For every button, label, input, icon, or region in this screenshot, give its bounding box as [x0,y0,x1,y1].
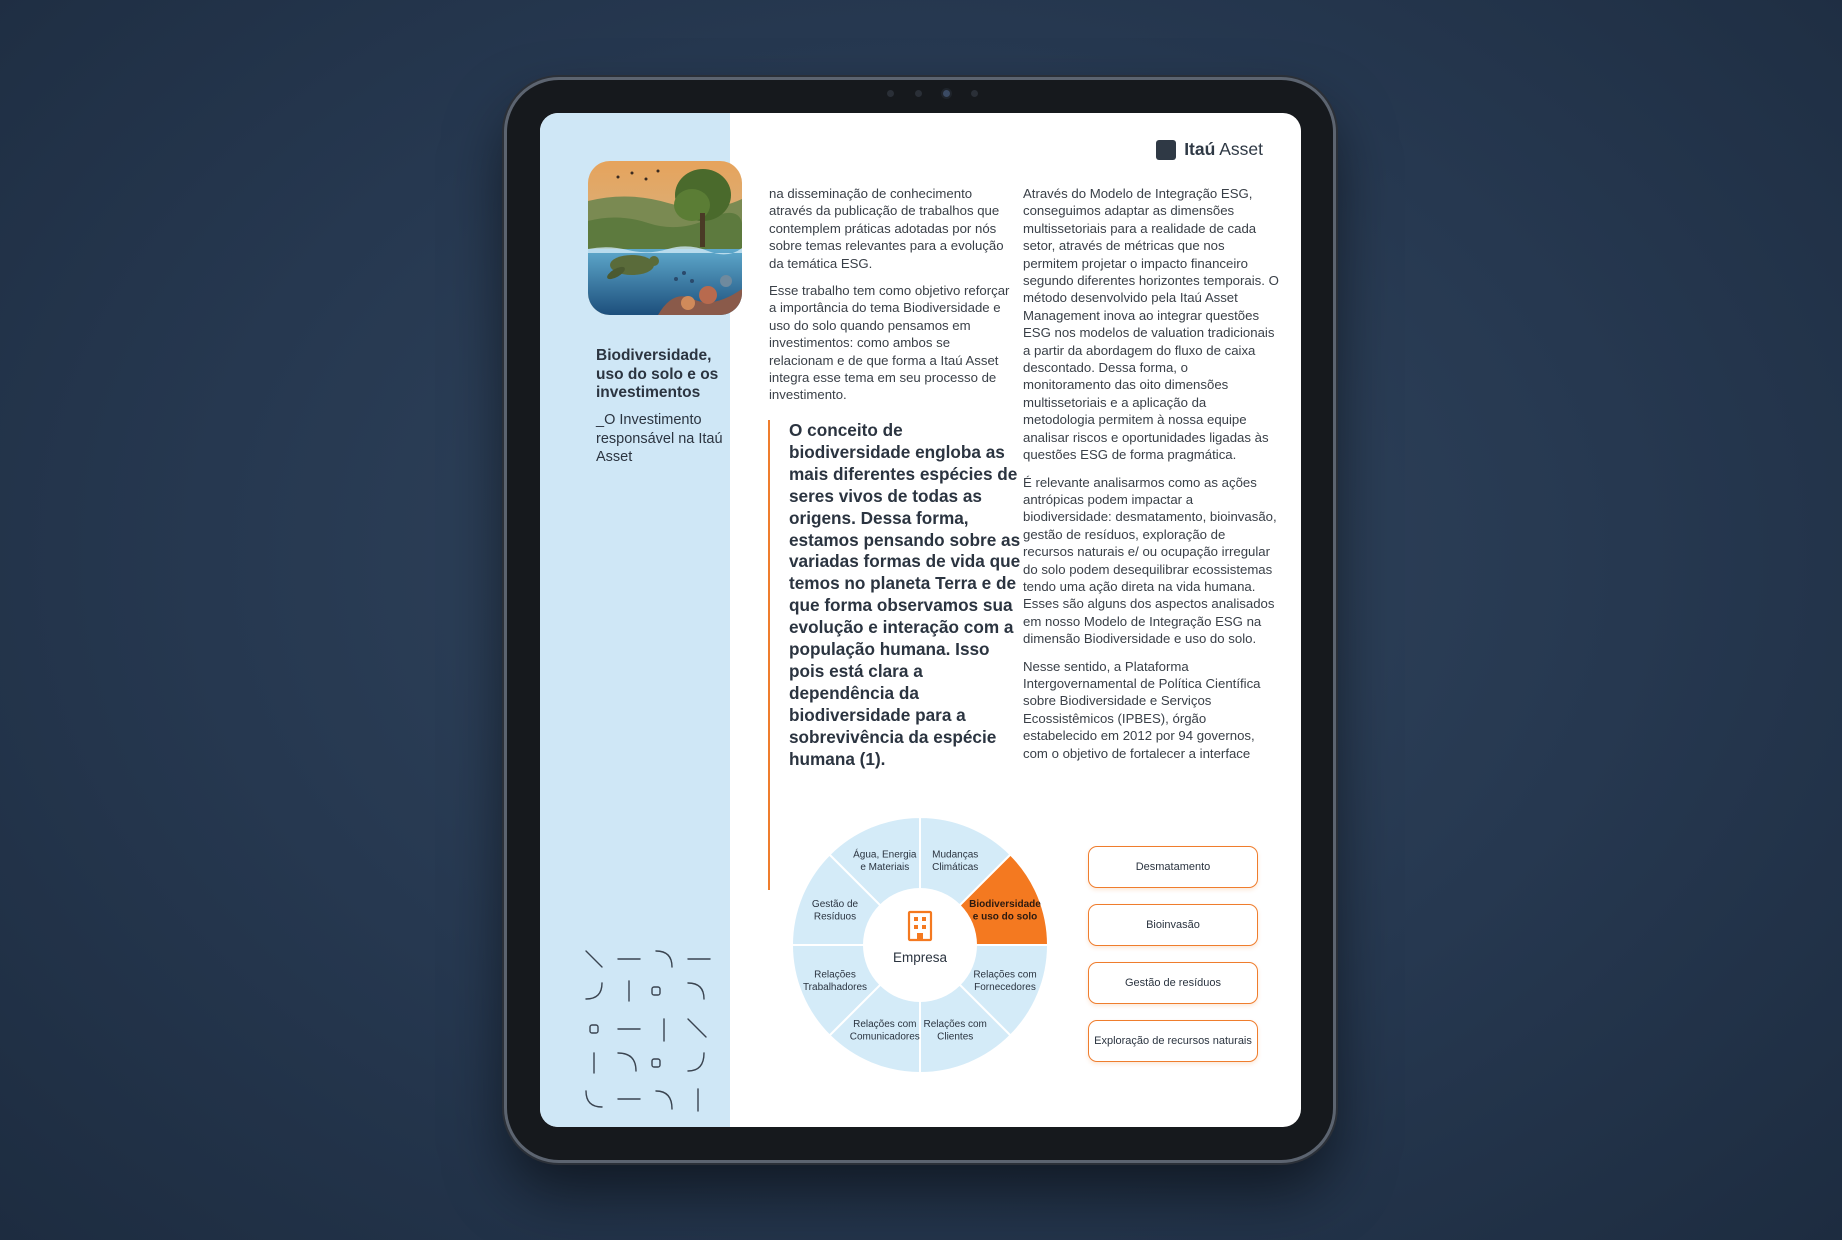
impact-item: Desmatamento [1088,846,1258,888]
paragraph: Através do Modelo de Integração ESG, conseguimos adaptar as dimensões multissetoriais para a realidade de cada setor, através de métricas que nos permitem projetar o impacto financeiro segundo diferentes horizontes temporais. O método desenvolvido pela Itaú Asset Management inova ao integrar questões ESG nos modelos de valuation tradicionais a partir da abordagem do fluxo de caixa descontado. Dessa forma, o monitoramento das oito dimensões multissetoriais e a aplicação da metodologia permitem à nossa equipe analisar riscos e oportunidades ligadas às questões ESG de forma pragmática. [1023,186,1279,463]
brand-name-regular: Asset [1219,139,1263,159]
wheel-segment-label: Relações com Clientes [923,1019,987,1043]
paragraph: Esse trabalho tem como objetivo reforçar a importância do tema Biodiversidade e uso do solo quando pensamos em investimentos: como ambos se relacionam e de que forma a Itaú Asset integra esse tema em seu processo de investimento. [769,283,1010,403]
section-title: Biodiversidade, uso do solo e os investimentos [596,347,719,401]
decorative-pattern [584,949,714,1119]
center-circle [863,888,977,1002]
text-column-2 [1023,185,1279,772]
camera-icon [943,90,950,97]
section-subtitle: _O Investimento responsável na Itaú Asset [596,412,723,465]
sidebar [540,113,730,1127]
esg-dimensions-wheel [770,795,1070,1095]
pull-quote: O conceito de biodiversidade engloba as mais diferentes espécies de seres vivos de todas as origens. Dessa forma, estamos pensando sobre as variadas formas de vida que temos no planeta Terra e de que forma observamos sua evolução e interação com a população humana. Isso pois está clara a dependência da biodiversidade para a sobrevivência da espécie humana (1). [768,420,1027,890]
brand-logo [1156,139,1263,160]
brand-mark-icon [1156,140,1176,160]
wheel-segment-label: Relações com Fornecedores [973,969,1037,993]
document-page [540,113,1301,1127]
impact-item: Bioinvasão [1088,904,1258,946]
wheel-segment-label: Biodiversidade e uso do solo [969,899,1041,923]
text-column-1 [769,185,1017,414]
paragraph: na disseminação de conhecimento através da publicação de trabalhos que contemplem práticas adotadas por nós sobre temas relevantes para a evolução da temática ESG. [769,186,1004,271]
wheel-segment-label: Água, Energia e Materiais [853,849,917,873]
hero-nature-image [588,161,742,315]
wheel-segment-label: Relações Trabalhadores [802,969,868,993]
tablet-frame [507,80,1333,1160]
paragraph: É relevante analisarmos como as ações antrópicas podem impactar a biodiversidade: desmatamento, bioinvasão, gestão de resíduos, exploração de recursos naturais e/ ou ocupação irregular do solo podem desequilibrar ecossistemas tendo uma ação direta na vida humana. Esses são alguns dos aspectos analisados em nosso Modelo de Integração ESG na dimensão Biodiversidade e uso do solo. [1023,474,1277,647]
wheel-segment-label: Relações com Comunicadores [849,1019,920,1043]
brand-name-bold: Itaú [1184,139,1216,159]
wheel-segment-label: Mudanças Climáticas [932,849,979,873]
paragraph: Nesse sentido, a Plataforma Intergovernamental de Política Científica sobre Biodiversidade e Serviços Ecossistêmicos (IPBES), órgão estabelecido em 2012 por 94 governos, com o objetivo de fortalecer a interface [1023,658,1261,761]
impacts-list [1088,846,1258,1078]
center-label: Empresa [892,950,948,965]
impact-item: Exploração de recursos naturais [1088,1020,1258,1062]
camera-bar [857,88,987,98]
impact-item: Gestão de resíduos [1088,962,1258,1004]
wheel-segment-label: Gestão de Resíduos [811,899,859,923]
